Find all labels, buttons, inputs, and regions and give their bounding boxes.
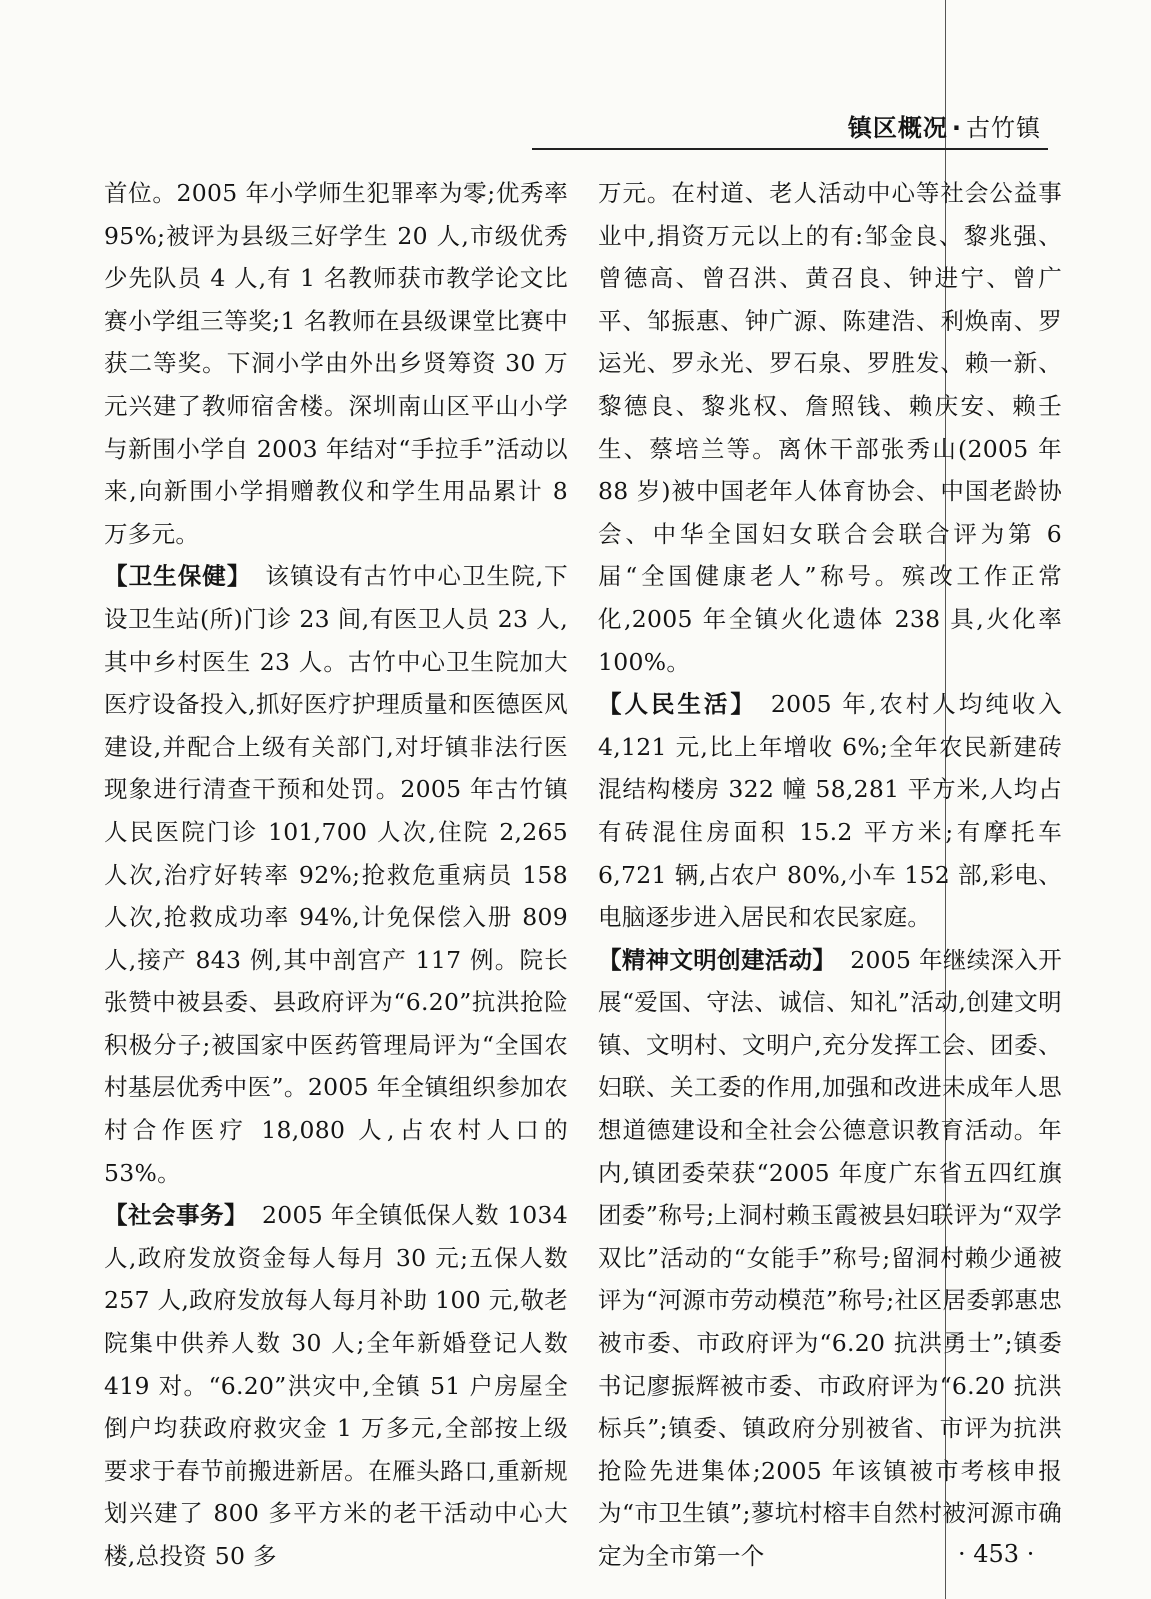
civilization-heading: 【精神文明创建活动】 — [598, 945, 837, 974]
education-paragraph: 首位。2005 年小学师生犯罪率为零;优秀率95%;被评为县级三好学生 20 人,市级优秀少先队员 4 人,有 1 名教师获市教学论文比赛小学组三等奖;1 名教师在县级课堂比赛中获二等奖。下洞小学由外出乡贤筹资 30 万元兴建了教师宿舍楼。深圳南山区平山小学与新围小学自 2003 年结对“手拉手”活动以来,向新围小学捐赠教仪和学生用品累计 8 万多元。 — [104, 179, 568, 548]
health-body: 该镇设有古竹中心卫生院,下设卫生站(所)门诊 23 间,有医卫人员 23 人,其中乡村医生 23 人。古竹中心卫生院加大医疗设备投入,抓好医疗护理质量和医德医风建设,并配合上级有关部门,对圩镇非法行医现象进行清查干预和处罚。2005 年古竹镇人民医院门诊 101,700 人次,住院 2,265 人次,治疗好转率 92%;抢救危重病员 158 人次,抢救成功率 94%,计免保偿入册 809 人,接产 843 例,其中剖宫产 117 例。院长张赞中被县委、县政府评为“6.20”抗洪抢险积极分子;被国家中医药管理局评为“全国农村基层优秀中医”。2005 年全镇组织参加农村合作医疗 18,080 人,占农村人口的 53%。 — [104, 562, 568, 1187]
running-header — [848, 108, 1041, 143]
donation-paragraph: 万元。在村道、老人活动中心等社会公益事业中,捐资万元以上的有:邹金良、黎兆强、曾德高、曾召洪、黄召良、钟进宁、曾广平、邹振惠、钟广源、陈建浩、利焕南、罗运光、罗永光、罗石泉、罗胜发、赖一新、黎德良、黎兆权、詹照钱、赖庆安、赖壬生、蔡培兰等。离休干部张秀山(2005 年 88 岁)被中国老年人体育协会、中国老龄协会、中华全国妇女联合会联合评为第 6 届“全国健康老人”称号。殡改工作正常化,2005 年全镇火化遗体 238 具,火化率 100%。 — [598, 179, 1062, 676]
header-section: 镇区概况 — [847, 114, 948, 142]
health-heading: 【卫生保健】 — [104, 562, 252, 591]
page-number: · 453 · — [958, 1540, 1035, 1568]
header-town: 古竹镇 — [966, 114, 1041, 142]
civilization-body: 2005 年继续深入开展“爱国、守法、诚信、知礼”活动,创建文明镇、文明村、文明户,充分发挥工会、团委、妇联、关工委的作用,加强和改进未成年人思想道德建设和全社会公德意识教育活动。年内,镇团委荣获“2005 年度广东省五四红旗团委”称号;上洞村赖玉霞被县妇联评为“双学双比”活动的“女能手”称号;留洞村赖少通被评为“河源市劳动模范”称号;社区居委郭惠忠被市委、市政府评为“6.20 抗洪勇士”;镇委书记廖振辉被市委、市政府评为“6.20 抗洪标兵”;镇委、镇政府分别被省、市评为抗洪抢险先进集体;2005 年该镇被市考核申报为“市卫生镇”;蓼坑村榕丰自然村被河源市确定为全市第一个 — [598, 945, 1062, 1570]
left-column — [104, 172, 568, 1578]
civilization-section — [598, 939, 1062, 1578]
life-heading: 【人民生活】 — [598, 690, 757, 719]
social-heading: 【社会事务】 — [104, 1201, 249, 1230]
right-column — [598, 172, 1062, 1578]
header-rule — [532, 148, 1048, 150]
health-section — [104, 555, 568, 1194]
social-body: 2005 年全镇低保人数 1034 人,政府发放资金每人每月 30 元;五保人数 257 人,政府发放每人每月补助 100 元,敬老院集中供养人数 30 人;全年新婚登记人数 419 对。“6.20”洪灾中,全镇 51 户房屋全倒户均获政府救灾金 1 万多元,全部按上级要求于春节前搬进新居。在雁头路口,重新规划兴建了 800 多平方米的老干活动中心大楼,总投资 50 多 — [104, 1201, 568, 1570]
header-separator: · — [951, 114, 962, 142]
social-section — [104, 1194, 568, 1577]
life-section — [598, 683, 1062, 939]
life-body: 2005 年,农村人均纯收入 4,121 元,比上年增收 6%;全年农民新建砖混结构楼房 322 幢 58,281 平方米,人均占有砖混住房面积 15.2 平方米;有摩托车 6,721 辆,占农户 80%,小车 152 部,彩电、电脑逐步进入居民和农民家庭。 — [598, 690, 1062, 932]
